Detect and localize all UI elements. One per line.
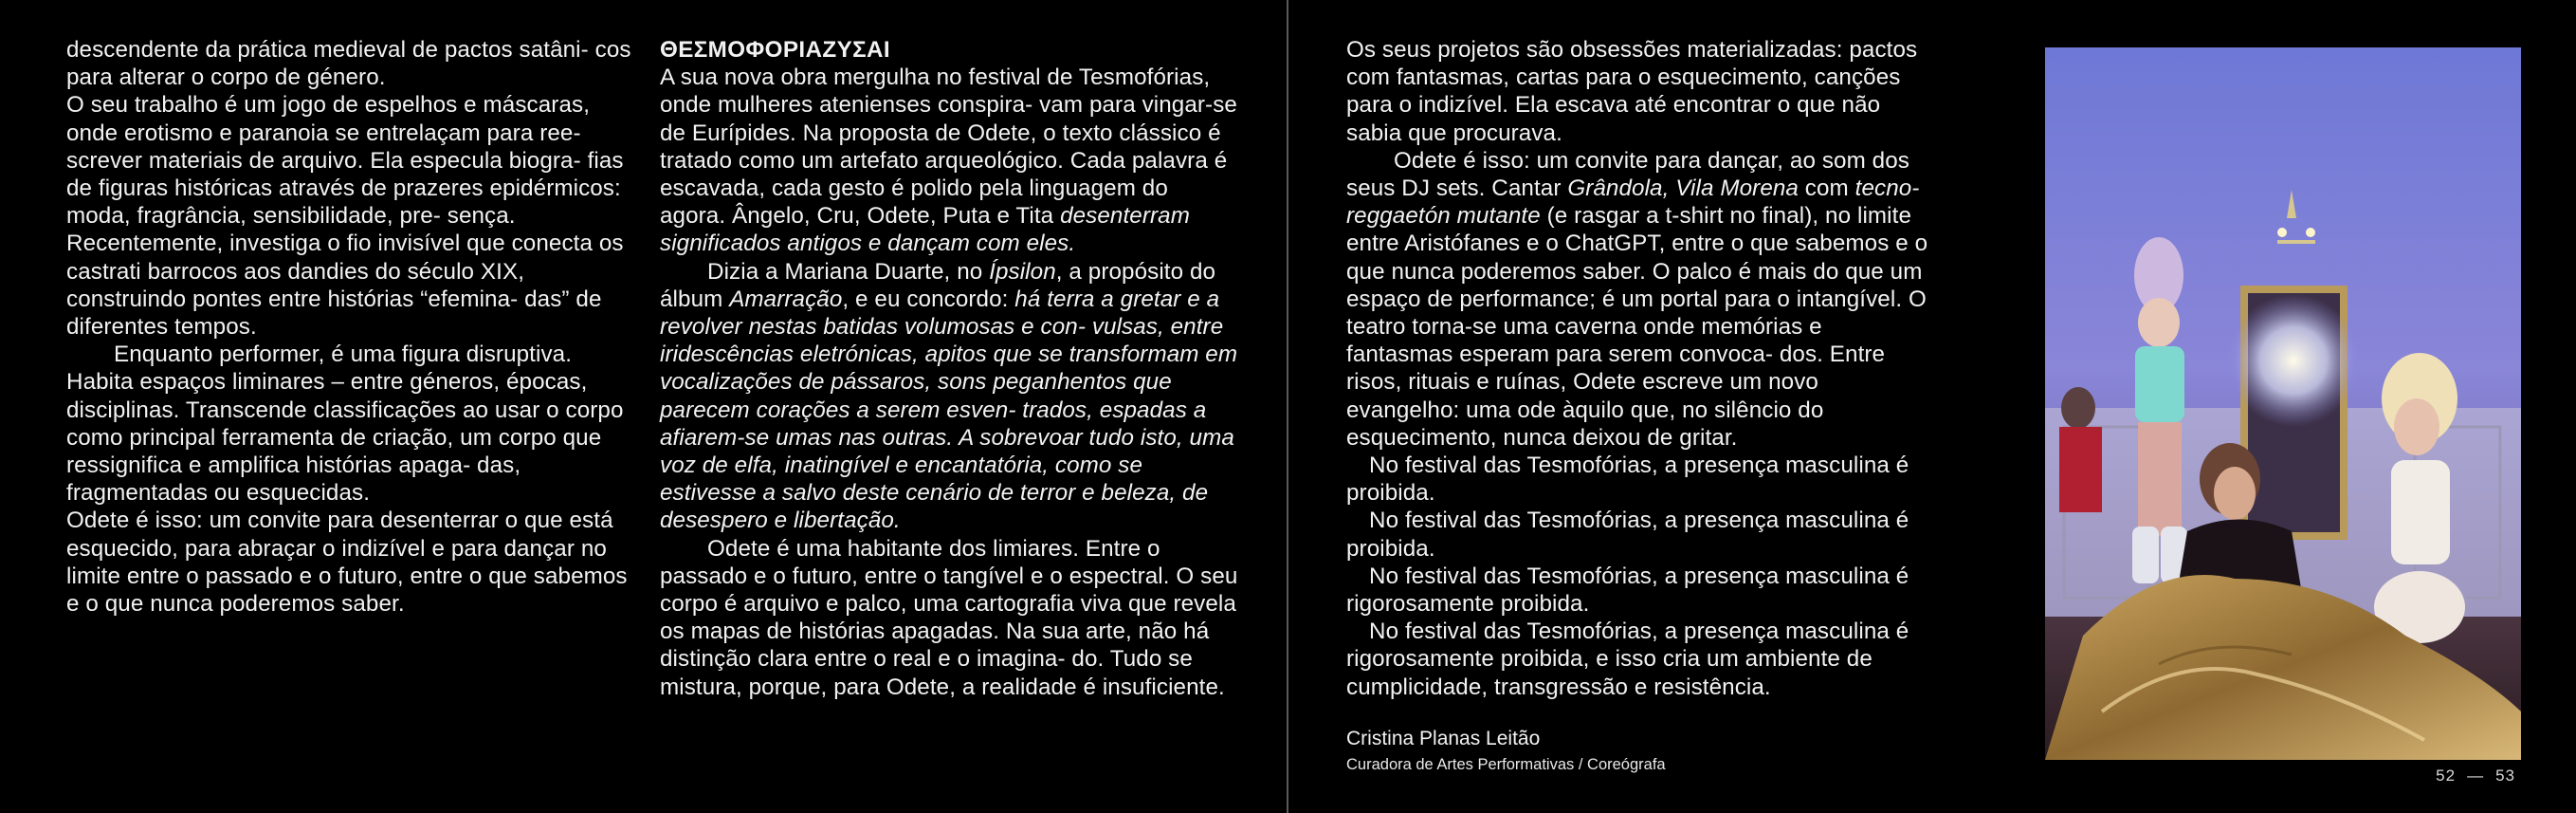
text-run: (e rasgar a t-shirt no final), no limite entre Aristófanes e o ChatGPT, entre o que sabemos e o que nunca poderemos saber. O palco é mais do que um espaço de performance; é um portal para o intangível. O teatro torna-se uma caverna onde memórias e fantasmas esperam para serem convoca- dos. Entre risos, rituais e ruínas, Odete escreve um novo evangelho: uma ode àquilo que, no silêncio do esquecimento, nunca deixou de gritar. [1346,203,1928,451]
page-numbers [2430,767,2521,785]
text-run: com [1798,176,1855,202]
text-run: A sua nova obra mergulha no festival de Tesmofórias, onde mulheres atenienses conspira- vam para vingar-se de Eurípides. Na proposta de Odete, o texto clássico é tratado como um artefato arqueológico. Cada palavra é escavada, cada gesto é polido pela linguagem do agora. Ângelo, Cru, Odete, Puta e Tita [660,65,1237,230]
paragraph [1346,147,1934,452]
page-separator: — [2467,767,2485,785]
section-heading: ΘΕΣΜΟΦΟΡΙΑΖΥΣΑΙ [660,37,891,63]
page-number-right: 53 [2495,767,2515,785]
performance-photo [2045,47,2521,760]
paragraph [660,64,1238,257]
italic-run: desenterram significados antigos e dançam com eles. [660,203,1190,257]
paragraph: No festival das Tesmofórias, a presença masculina é proibida. [1346,508,1909,562]
paragraph: Enquanto performer, é uma figura disruptiva. Habita espaços liminares – entre géneros, épocas, disciplinas. Transcende classificações ao usar o corpo como principal ferramenta de criação, um corpo que ressignifica e amplifica histórias apaga- das, fragmentadas ou esquecidas. [66,342,624,507]
italic-run: Grândola, Vila Morena [1567,176,1799,202]
paragraph: Os seus projetos são obsessões materializadas: pactos com fantasmas, cartas para o esquecimento, canções para o indizível. Ela escava até encontrar o que não sabia que procurava. [1346,37,1918,146]
paragraph [660,258,1238,535]
paragraph: O seu trabalho é um jogo de espelhos e máscaras, onde erotismo e paranoia se entrelaçam para ree- screver materiais de arquivo. Ela especula biogra- fias de figuras históricas através de prazeres epidérmicos: moda, fragrância, sensibilidade, pre- sença. Recentemente, investiga o fio invisível que conecta os castrati barrocos aos dandies do século XIX, construindo pontes entre histórias “efemina- das” de diferentes tempos. [66,92,624,341]
paragraph: descendente da prática medieval de pactos satâni- cos para alterar o corpo de género. [66,37,631,91]
author-role: Curadora de Artes Performativas / Coreógrafa [1346,756,1666,773]
italic-run: tecno-reggaetón mutante [1346,176,1920,230]
left-column-2 [660,36,1238,701]
italic-run: Ípsilon [989,258,1056,285]
page-gutter [1287,0,1288,813]
paragraph: Odete é isso: um convite para desenterrar o que está esquecido, para abraçar o indizível e para dançar no limite entre o passado e o futuro, entre o que sabemos e o que nunca poderemos saber. [66,508,628,618]
page-number-left: 52 [2436,767,2457,785]
paragraph: No festival das Tesmofórias, a presença masculina é rigorosamente proibida, e isso cria um ambiente de cumplicidade, transgressão e resistência. [1346,619,1909,700]
author-name: Cristina Planas Leitão [1346,728,1541,749]
paragraph: Odete é uma habitante dos limiares. Entre o passado e o futuro, entre o tangível e o espectral. O seu corpo é arquivo e palco, uma cartografia viva que revela os mapas de histórias apagadas. Na sua arte, não há distinção clara entre o real e o imagina- do. Tudo se mistura, porque, para Odete, a realidade é insuficiente. [660,535,1238,700]
text-run: Dizia a Mariana Duarte, no [707,258,990,285]
right-column [1346,36,1934,701]
text-run: Odete é isso: um convite para dançar, ao som dos seus DJ sets. Cantar [1346,147,1909,202]
left-column-1 [66,36,635,618]
italic-run: há terra a gretar e a revolver nestas batidas volumosas e con- vulsas, entre iridescências eletrónicas, apitos que se transformam em vocalizações de pássaros, sons peganhentos que parecem corações a serem esven- trados, espadas a afiarem-se umas nas outras. A sobrevoar tudo isto, uma voz de elfa, inatingível e encantatória, como se estivesse a salvo deste cenário de terror e beleza, de desespero e libertação. [660,286,1238,534]
paragraph: No festival das Tesmofórias, a presença masculina é proibida. [1346,453,1909,507]
paragraph: No festival das Tesmofórias, a presença masculina é rigorosamente proibida. [1346,563,1909,618]
italic-run: Amarração [729,286,843,312]
text-run: , a propósito do álbum [660,258,1216,312]
text-run: , e eu concordo: [842,286,1015,312]
